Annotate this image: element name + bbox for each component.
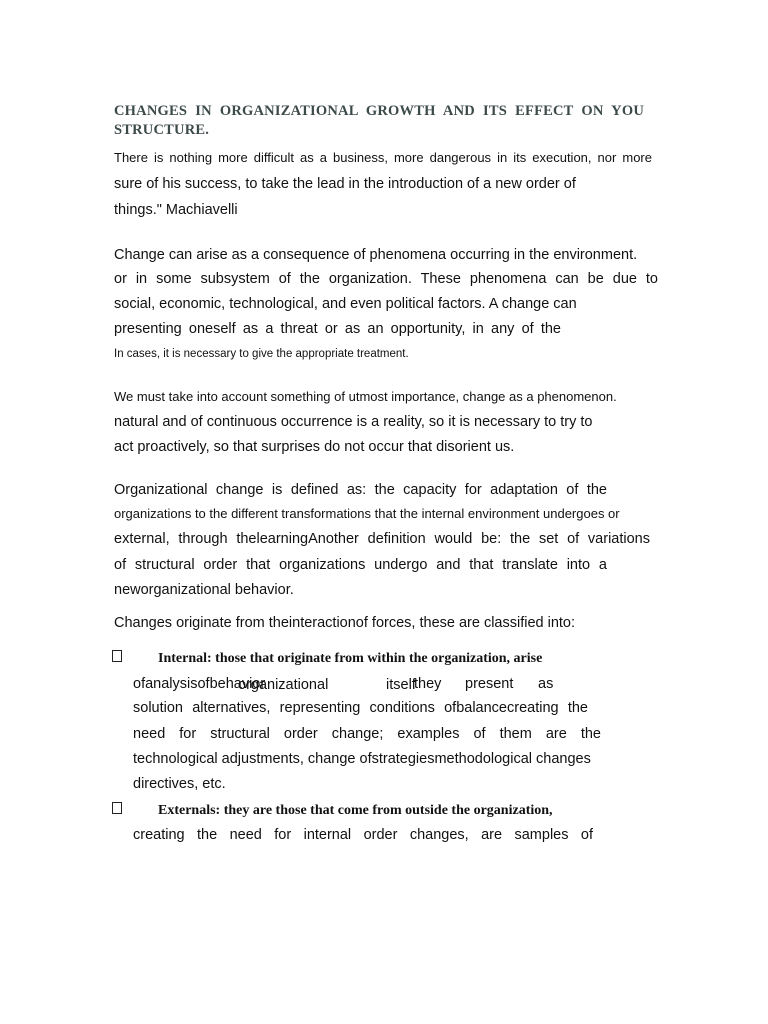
bullet1-fragment: as [538, 676, 554, 692]
para1-line-2: or in some subsystem of the organization. These phenomena can be due to [114, 271, 658, 287]
quote-line-3: things." Machiavelli [114, 202, 238, 218]
para3-line-2: organizations to the different transformations that the internal environment undergoes or [114, 506, 620, 521]
bullet1-fragment: itself [386, 677, 416, 693]
bullet1-fragment: present [465, 676, 514, 692]
bullet-box-icon [112, 650, 122, 662]
bullet1-fragment: ofanalysisofbehavior [133, 676, 266, 692]
bullet1-fragment: organizational [238, 677, 329, 693]
para1-line-3: social, economic, technological, and even political factors. A change can [114, 296, 577, 312]
para1-line-1: Change can arise as a consequence of phenomena occurring in the environment. [114, 247, 638, 263]
para4-line-1: Changes originate from theinteractionof forces, these are classified into: [114, 615, 576, 631]
quote-line-2: sure of his success, to take the lead in the introduction of a new order of [114, 176, 576, 192]
quote-line-1: There is nothing more difficult as a business, more dangerous in its execution, nor more [114, 150, 652, 165]
bullet1-line-4: need for structural order change; examples of them are the [133, 726, 601, 742]
para1-line-4: presenting oneself as a threat or as an opportunity, in any of the [114, 321, 561, 337]
para3-line-4: of structural order that organizations undergo and that translate into a [114, 557, 607, 573]
bullet1-heading: Internal: those that originate from within the organization, arise [158, 651, 543, 666]
bullet2-line-2: creating the need for internal order changes, are samples of [133, 827, 593, 843]
para3-line-1: Organizational change is defined as: the capacity for adaptation of the [114, 482, 607, 498]
bullet1-fragment: they [414, 676, 442, 692]
para2-line-3: act proactively, so that surprises do not occur that disorient us. [114, 439, 515, 455]
para1-line-5: In cases, it is necessary to give the appropriate treatment. [114, 348, 409, 360]
para3-line-3: external, through thelearningAnother definition would be: the set of variations [114, 531, 650, 547]
bullet1-line-3: solution alternatives, representing conditions ofbalancecreating the [133, 700, 588, 716]
para2-line-2: natural and of continuous occurrence is a reality, so it is necessary to try to [114, 414, 593, 430]
document-title: CHANGES IN ORGANIZATIONAL GROWTH AND ITS EFFECT ON YOU STRUCTURE. [114, 103, 644, 138]
para2-line-1: We must take into account something of utmost importance, change as a phenomenon. [114, 389, 617, 404]
bullet1-line-5: technological adjustments, change ofstrategiesmethodological changes [133, 751, 591, 767]
bullet-box-icon [112, 802, 122, 814]
bullet1-line-6: directives, etc. [133, 776, 226, 792]
bullet2-heading: Externals: they are those that come from outside the organization, [158, 803, 553, 818]
para3-line-5: neworganizational behavior. [114, 582, 294, 598]
